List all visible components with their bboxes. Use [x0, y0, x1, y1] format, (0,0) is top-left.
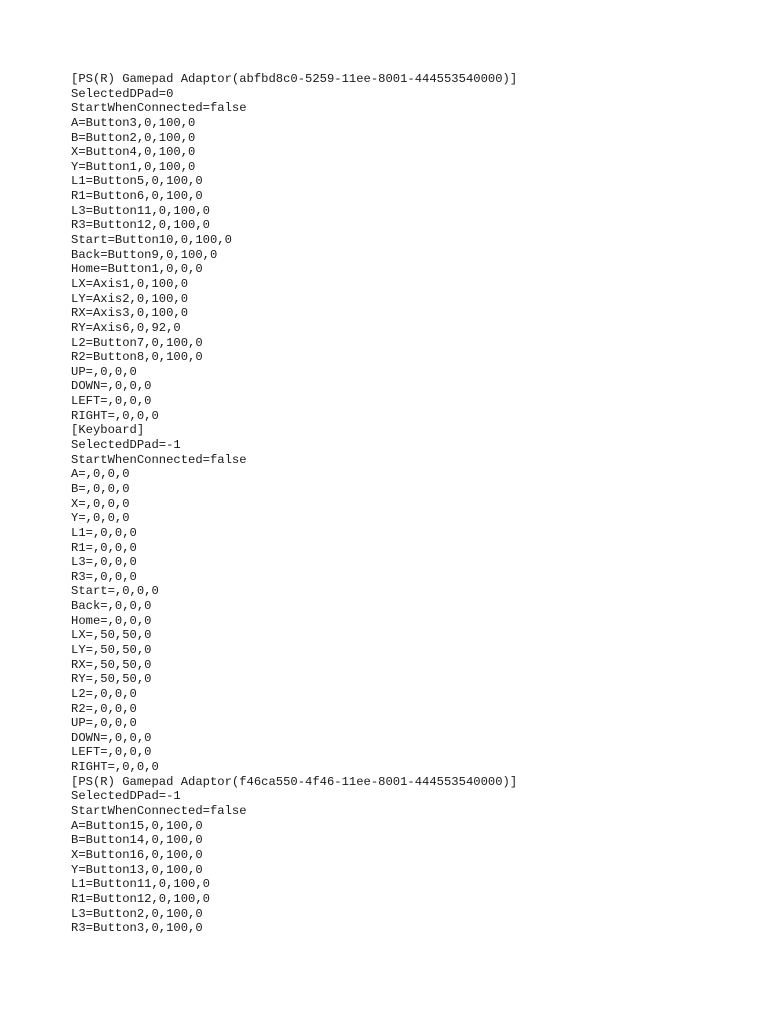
section-header: [Keyboard]	[71, 423, 145, 438]
config-line: B=,0,0,0	[71, 481, 130, 496]
config-line: L1=Button5,0,100,0	[71, 174, 203, 189]
config-line: SelectedDPad=-1	[71, 438, 181, 453]
config-line: RY=Axis6,0,92,0	[71, 320, 181, 335]
config-document	[71, 72, 751, 936]
config-line: R1=,0,0,0	[71, 540, 137, 555]
config-line: LY=Axis2,0,100,0	[71, 291, 189, 306]
section-header: [PS(R) Gamepad Adaptor(f46ca550-4f46-11ee-8001-444553540000)]	[71, 774, 518, 789]
config-line: Y=Button1,0,100,0	[71, 159, 196, 174]
config-line: R3=Button3,0,100,0	[71, 921, 203, 936]
config-line: UP=,0,0,0	[71, 716, 137, 731]
config-line: B=Button14,0,100,0	[71, 833, 203, 848]
config-line: L1=Button11,0,100,0	[71, 877, 210, 892]
config-line: LY=,50,50,0	[71, 642, 152, 657]
config-line: UP=,0,0,0	[71, 364, 137, 379]
config-line: DOWN=,0,0,0	[71, 379, 152, 394]
config-line: StartWhenConnected=false	[71, 804, 247, 819]
config-line: R3=Button12,0,100,0	[71, 218, 210, 233]
config-line: Y=,0,0,0	[71, 511, 130, 526]
config-line: A=Button15,0,100,0	[71, 818, 203, 833]
config-line: Start=Button10,0,100,0	[71, 233, 232, 248]
config-line: R3=,0,0,0	[71, 569, 137, 584]
config-line: RX=,50,50,0	[71, 657, 152, 672]
config-line: Home=,0,0,0	[71, 613, 152, 628]
config-line: L3=Button11,0,100,0	[71, 203, 210, 218]
config-line: A=Button3,0,100,0	[71, 115, 196, 130]
config-line: SelectedDPad=0	[71, 86, 174, 101]
config-line: R2=Button8,0,100,0	[71, 350, 203, 365]
config-line: LEFT=,0,0,0	[71, 394, 152, 409]
config-line: DOWN=,0,0,0	[71, 730, 152, 745]
config-line: L3=,0,0,0	[71, 555, 137, 570]
config-line: L3=Button2,0,100,0	[71, 906, 203, 921]
config-line: StartWhenConnected=false	[71, 101, 247, 116]
config-line: RX=Axis3,0,100,0	[71, 306, 189, 321]
config-line: A=,0,0,0	[71, 467, 130, 482]
config-line: R1=Button6,0,100,0	[71, 189, 203, 204]
section-header: [PS(R) Gamepad Adaptor(abfbd8c0-5259-11ee-8001-444553540000)]	[71, 72, 518, 86]
config-line: Back=Button9,0,100,0	[71, 247, 218, 262]
config-line: X=Button16,0,100,0	[71, 847, 203, 862]
config-line: L1=,0,0,0	[71, 525, 137, 540]
config-line: StartWhenConnected=false	[71, 452, 247, 467]
config-line: X=Button4,0,100,0	[71, 145, 196, 160]
config-line: RIGHT=,0,0,0	[71, 760, 159, 775]
config-line: LEFT=,0,0,0	[71, 745, 152, 760]
config-line: RIGHT=,0,0,0	[71, 408, 159, 423]
config-line: LX=,50,50,0	[71, 628, 152, 643]
config-line: Y=Button13,0,100,0	[71, 862, 203, 877]
config-line: R1=Button12,0,100,0	[71, 891, 210, 906]
config-line: L2=Button7,0,100,0	[71, 335, 203, 350]
config-line: R2=,0,0,0	[71, 701, 137, 716]
config-line: Back=,0,0,0	[71, 599, 152, 614]
config-line: Start=,0,0,0	[71, 584, 159, 599]
config-line: RY=,50,50,0	[71, 672, 152, 687]
config-line: LX=Axis1,0,100,0	[71, 276, 189, 291]
config-line: X=,0,0,0	[71, 496, 130, 511]
config-line: L2=,0,0,0	[71, 686, 137, 701]
config-line: SelectedDPad=-1	[71, 789, 181, 804]
config-line: Home=Button1,0,0,0	[71, 262, 203, 277]
config-line: B=Button2,0,100,0	[71, 130, 196, 145]
